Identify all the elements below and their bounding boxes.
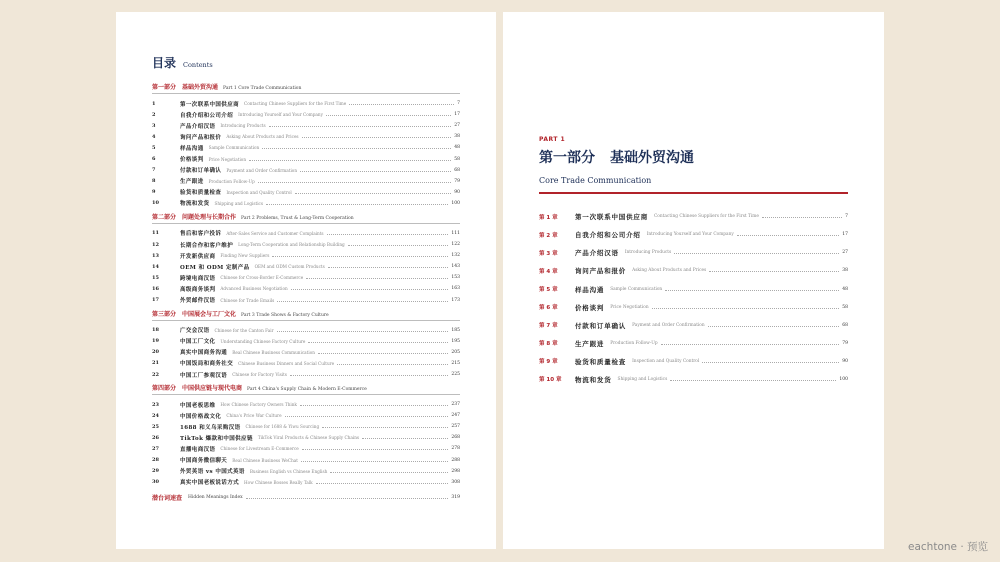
chapter-number: 13 [152, 252, 159, 259]
chapter-number: 27 [152, 445, 159, 452]
dot-leader [262, 148, 451, 149]
part-chapter-row[interactable] [539, 226, 848, 244]
chapter-title: 真实中国老板说话方式 [180, 480, 240, 487]
chapter-title-en: Advanced Business Negotiation [220, 286, 288, 292]
dot-leader [762, 217, 842, 218]
chapter-page: 173 [451, 297, 460, 303]
chapter-title-en: Asking About Products and Prices [632, 268, 707, 274]
part-heading-title-en: Part 3 Trade Shows & Factory Culture [241, 312, 329, 318]
chapter-title: 长期合作和客户维护 [180, 242, 234, 249]
chapter-title: 物流和发货 [575, 375, 612, 384]
part-chapter-row[interactable] [539, 334, 848, 352]
chapter-title: 验货和质量检查 [180, 190, 222, 197]
chapter-number: 26 [152, 434, 159, 441]
dot-leader [302, 449, 449, 450]
chapter-title: 价格谈判 [575, 303, 605, 312]
chapter-title-en: Chinese for the Canton Fair [214, 327, 274, 333]
chapter-page: 185 [451, 327, 460, 333]
part-spacer [152, 488, 460, 491]
chapter-number: 5 [152, 144, 156, 151]
toc-list [152, 82, 460, 491]
chapter-title: 1688 和义乌采购汉语 [180, 424, 241, 431]
chapter-page: 257 [451, 424, 460, 430]
toc-chapter-row[interactable] [152, 261, 460, 272]
chapter-title: 付款和订单确认 [180, 168, 222, 175]
chapter-title: 询问产品和报价 [180, 134, 222, 141]
part-heading-title-en: Part 2 Problems, Trust & Long-Term Cooperation [241, 215, 354, 221]
toc-chapter-row[interactable] [152, 228, 460, 239]
dot-leader [670, 380, 836, 381]
toc-page [116, 12, 496, 549]
chapter-tag: 第 1 章 [539, 214, 558, 221]
chapter-title: 自我介绍和公司介绍 [575, 231, 641, 240]
chapter-page: 298 [451, 468, 460, 474]
dot-leader [306, 278, 448, 279]
dot-leader [246, 498, 449, 499]
chapter-number: 7 [152, 167, 156, 174]
chapter-tag: 第 5 章 [539, 287, 558, 294]
chapter-title-en: Price Negotiation [208, 156, 247, 162]
watermark: eachtone · 预览 [908, 541, 988, 553]
dot-leader [269, 126, 452, 127]
chapter-title-en: Real Chinese Business Communication [232, 349, 315, 355]
toc-chapter-row[interactable] [152, 369, 460, 380]
chapter-number: 23 [152, 401, 159, 408]
dot-leader [277, 331, 449, 332]
toc-chapter-row[interactable] [152, 399, 460, 410]
chapter-title: 询问产品和报价 [575, 267, 627, 276]
index-title-en: Hidden Meanings Index [188, 495, 243, 501]
toc-chapter-row[interactable] [152, 336, 460, 347]
toc-chapter-row[interactable] [152, 432, 460, 443]
chapter-title: 物流和发货 [180, 201, 210, 208]
chapter-number: 12 [152, 241, 159, 248]
part-chapter-row[interactable] [539, 262, 848, 280]
chapter-number: 10 [152, 200, 159, 207]
chapter-number: 28 [152, 457, 159, 464]
part-chapter-row[interactable] [539, 298, 848, 316]
chapter-title-en: Introducing Products [624, 250, 672, 256]
chapter-page: 58 [454, 156, 460, 162]
chapter-title: OEM 和 ODM 定制产品 [180, 264, 250, 271]
chapter-page: 111 [451, 230, 460, 236]
part-chapter-row[interactable] [539, 208, 848, 226]
chapter-title-en: TikTok Viral Products & Chinese Supply Chains [257, 435, 360, 441]
dot-leader [661, 344, 840, 345]
chapter-page: 90 [454, 189, 460, 195]
toc-heading [152, 54, 460, 71]
dot-leader [272, 256, 448, 257]
chapter-title: 高级商务谈判 [180, 286, 216, 293]
part-heading-title: 第二部分 问题处理与长期合作 [152, 213, 237, 221]
chapter-page: 48 [842, 286, 848, 292]
chapter-title: 中国饭局和商务社交 [180, 361, 234, 368]
chapter-page: 17 [454, 112, 460, 118]
chapter-title-en: China's Price War Culture [226, 413, 282, 419]
dot-leader [737, 235, 839, 236]
dot-leader [327, 234, 449, 235]
toc-chapter-row[interactable] [152, 295, 460, 306]
part-rule [539, 192, 848, 194]
chapter-title: 样品沟通 [180, 145, 204, 152]
dot-leader [316, 483, 449, 484]
dot-leader [674, 253, 839, 254]
toc-chapter-row[interactable] [152, 239, 460, 250]
toc-chapter-row[interactable] [152, 165, 460, 176]
dot-leader [249, 160, 451, 161]
part-heading-title: 第四部分 中国供应链与现代电商 [152, 385, 243, 393]
chapter-tag: 第 6 章 [539, 305, 558, 312]
chapter-number: 11 [152, 230, 159, 237]
part-heading-title: 第三部分 中国展会与工厂文化 [152, 310, 237, 318]
chapter-page: 79 [454, 178, 460, 184]
dot-leader [322, 427, 448, 428]
part-kicker: PART 1 [539, 136, 566, 143]
part-title-number: 第一部分 [539, 150, 595, 166]
dot-leader [702, 362, 839, 363]
chapter-page: 308 [451, 479, 460, 485]
toc-chapter-row[interactable] [152, 477, 460, 488]
toc-chapter-row[interactable] [152, 98, 460, 109]
chapter-title: 直播电商汉语 [180, 446, 216, 453]
chapter-title-en: Long-Term Cooperation and Relationship Building [238, 242, 345, 248]
chapter-title-en: Chinese Business Dinners and Social Culture [238, 360, 335, 366]
toc-chapter-row[interactable] [152, 198, 460, 209]
chapter-number: 14 [152, 263, 159, 270]
toc-chapter-row[interactable] [152, 325, 460, 336]
chapter-title: TikTok 爆款和中国供应链 [180, 435, 253, 442]
chapter-title-en: Price Negotiation [610, 304, 649, 310]
chapter-page: 205 [451, 349, 460, 355]
part-chapter-row[interactable] [539, 370, 848, 388]
chapter-number: 4 [152, 133, 156, 140]
chapter-number: 21 [152, 360, 159, 367]
part-heading [152, 212, 460, 224]
chapter-page: 7 [845, 214, 848, 220]
chapter-title-en: How Chinese Bosses Really Talk [244, 479, 313, 485]
toc-chapter-row[interactable] [152, 187, 460, 198]
toc-index-row[interactable] [152, 492, 460, 504]
dot-leader [302, 137, 452, 138]
chapter-tag: 第 7 章 [539, 323, 558, 330]
chapter-page: 27 [454, 123, 460, 129]
chapter-number: 19 [152, 338, 159, 345]
chapter-title-en: Finding New Suppliers [220, 253, 270, 259]
dot-leader [348, 245, 449, 246]
chapter-title: 第一次联系中国供应商 [180, 101, 240, 108]
chapter-title: 产品介绍汉语 [575, 249, 619, 258]
chapter-title-en: Chinese for 1688 & Yiwu Sourcing [245, 424, 320, 430]
chapter-title-en: Production Follow-Up [208, 178, 255, 184]
dot-leader [328, 267, 449, 268]
part-title-name: 基础外贸沟通 [610, 150, 694, 166]
chapter-page: 163 [451, 286, 460, 292]
chapter-title-en: Chinese for Factory Visits [232, 372, 287, 378]
chapter-title-en: Shipping and Logistics [617, 376, 668, 382]
chapter-page: 68 [842, 322, 848, 328]
dot-leader [300, 171, 451, 172]
chapter-tag: 第 4 章 [539, 268, 558, 275]
chapter-page: 225 [451, 372, 460, 378]
chapter-title-en: Real Chinese Business WeChat [232, 457, 298, 463]
chapter-page: 143 [451, 264, 460, 270]
chapter-number: 2 [152, 111, 156, 118]
chapter-title: 外贸英语 vs 中国式英语 [180, 469, 245, 476]
chapter-page: 247 [451, 413, 460, 419]
dot-leader [337, 364, 448, 365]
chapter-title-en: Inspection and Quality Control [226, 189, 292, 195]
chapter-title: 中国老板思维 [180, 402, 216, 409]
chapter-title: 中国商务微信聊天 [180, 458, 228, 465]
chapter-title: 售后和客户投诉 [180, 231, 222, 238]
part-chapter-row[interactable] [539, 280, 848, 298]
toc-chapter-row[interactable] [152, 250, 460, 261]
part-subtitle: Core Trade Communication [539, 176, 652, 185]
chapter-title: 付款和订单确认 [575, 321, 627, 330]
chapter-page: 195 [451, 338, 460, 344]
chapter-page: 268 [451, 435, 460, 441]
chapter-page: 278 [451, 446, 460, 452]
chapter-number: 20 [152, 349, 159, 356]
part-heading-title: 第一部分 基础外贸沟通 [152, 84, 219, 91]
chapter-title: 第一次联系中国供应商 [575, 213, 648, 222]
chapter-title-en: Production Follow-Up [610, 340, 658, 346]
part-heading [152, 383, 460, 395]
chapter-number: 3 [152, 122, 156, 129]
chapter-title: 样品沟通 [575, 285, 605, 294]
dot-leader [708, 326, 840, 327]
chapter-page: 215 [451, 360, 460, 366]
chapter-page: 132 [451, 253, 460, 259]
part-chapter-row[interactable] [539, 244, 848, 262]
chapter-title-en: Introducing Yourself and Your Company [238, 112, 323, 118]
chapter-number: 16 [152, 285, 159, 292]
dot-leader [290, 375, 448, 376]
toc-chapter-row[interactable] [152, 358, 460, 369]
dot-leader [318, 353, 448, 354]
chapter-title-en: Introducing Products [220, 123, 266, 129]
chapter-page: 288 [451, 457, 460, 463]
chapter-title: 价格谈判 [180, 157, 204, 164]
chapter-number: 22 [152, 371, 159, 378]
dot-leader [326, 115, 451, 116]
chapter-number: 24 [152, 412, 159, 419]
chapter-title: 开发新供应商 [180, 253, 216, 260]
chapter-number: 9 [152, 189, 156, 196]
chapter-title: 广交会汉语 [180, 328, 210, 335]
chapter-title: 生产跟进 [180, 179, 204, 186]
part-chapter-row[interactable] [539, 352, 848, 370]
chapter-tag: 第 2 章 [539, 232, 558, 239]
chapter-number: 17 [152, 297, 159, 304]
dot-leader [709, 271, 839, 272]
chapter-title: 中国工厂文化 [180, 339, 216, 346]
part-heading [152, 82, 460, 94]
chapter-title: 真实中国商务沟通 [180, 350, 228, 357]
index-title: 潜台词速查 [152, 495, 183, 503]
toc-chapter-row[interactable] [152, 272, 460, 283]
chapter-title: 中国价格战文化 [180, 413, 222, 420]
toc-chapter-row[interactable] [152, 176, 460, 187]
part-heading-title-en: Part 1 Core Trade Communication [223, 86, 302, 91]
toc-chapter-row[interactable] [152, 120, 460, 131]
toc-chapter-row[interactable] [152, 109, 460, 120]
chapter-page: 7 [457, 101, 460, 107]
chapter-number: 1 [152, 100, 156, 107]
chapter-title: 跨境电商汉语 [180, 275, 216, 282]
chapter-page: 153 [451, 275, 460, 281]
dot-leader [285, 416, 449, 417]
chapter-title-en: Contacting Chinese Suppliers for the First Time [654, 214, 759, 220]
chapter-title-en: After-Sales Service and Customer Complaints [226, 230, 324, 236]
dot-leader [266, 204, 448, 205]
toc-chapter-row[interactable] [152, 131, 460, 142]
chapter-tag: 第 9 章 [539, 359, 558, 366]
chapter-page: 79 [842, 340, 848, 346]
chapter-title-en: Chinese for Livestream E-Commerce [220, 446, 299, 452]
toc-chapter-row[interactable] [152, 283, 460, 294]
chapter-page: 38 [842, 268, 848, 274]
chapter-title-en: Chinese for Cross-Border E-Commerce [220, 275, 304, 281]
chapter-title: 自我介绍和公司介绍 [180, 112, 234, 119]
toc-chapter-row[interactable] [152, 142, 460, 153]
chapter-page: 100 [451, 200, 460, 206]
dot-leader [330, 472, 448, 473]
toc-title: 目录 [152, 56, 177, 70]
chapter-number: 8 [152, 178, 156, 185]
chapter-tag: 第 8 章 [539, 341, 558, 348]
chapter-title: 产品介绍汉语 [180, 123, 216, 130]
chapter-title-en: How Chinese Factory Owners Think [220, 402, 297, 408]
chapter-title-en: Inspection and Quality Control [632, 358, 700, 364]
chapter-title: 外贸邮件汉语 [180, 298, 216, 305]
chapter-title-en: Sample Communication [610, 286, 663, 292]
chapter-title-en: Asking About Products and Prices [226, 134, 299, 140]
chapter-title-en: Contacting Chinese Suppliers for the First Time [244, 101, 347, 107]
chapter-page: 237 [451, 402, 460, 408]
chapter-title-en: Sample Communication [208, 145, 260, 151]
chapter-page: 48 [454, 145, 460, 151]
dot-leader [300, 405, 448, 406]
chapter-page: 68 [454, 167, 460, 173]
dot-leader [301, 461, 448, 462]
chapter-tag: 第 10 章 [539, 377, 562, 384]
dot-leader [258, 182, 451, 183]
toc-chapter-row[interactable] [152, 466, 460, 477]
chapter-title-en: OEM and ODM Custom Products [254, 264, 325, 270]
part-heading [152, 309, 460, 321]
dot-leader [362, 438, 448, 439]
chapter-title: 验货和质量检查 [575, 357, 627, 366]
chapter-page: 58 [842, 304, 848, 310]
part-opener-page [503, 12, 884, 549]
chapter-page: 17 [842, 232, 848, 238]
dot-leader [308, 342, 448, 343]
chapter-number: 30 [152, 479, 159, 486]
toc-chapter-row[interactable] [152, 443, 460, 454]
chapter-page: 90 [842, 358, 848, 364]
dot-leader [349, 104, 454, 105]
chapter-number: 18 [152, 327, 159, 334]
dot-leader [652, 308, 840, 309]
part-heading-title-en: Part 4 China's Supply Chain & Modern E-Commerce [247, 387, 367, 393]
dot-leader [277, 301, 448, 302]
toc-chapter-row[interactable] [152, 421, 460, 432]
chapter-title-en: Payment and Order Confirmation [226, 167, 298, 173]
toc-chapter-row[interactable] [152, 455, 460, 466]
chapter-page: 38 [454, 134, 460, 140]
chapter-tag: 第 3 章 [539, 250, 558, 257]
chapter-title: 生产跟进 [575, 339, 605, 348]
chapter-number: 25 [152, 423, 159, 430]
chapter-number: 6 [152, 156, 156, 163]
toc-chapter-row[interactable] [152, 153, 460, 164]
chapter-page: 122 [451, 242, 460, 248]
dot-leader [291, 289, 449, 290]
chapter-title-en: Payment and Order Confirmation [632, 322, 705, 328]
toc-title-en: Contents [183, 61, 213, 69]
chapter-list [539, 208, 848, 389]
dot-leader [295, 193, 452, 194]
chapter-title-en: Introducing Yourself and Your Company [646, 232, 734, 238]
chapter-title-en: Chinese for Trade Emails [220, 297, 275, 303]
chapter-title-en: Business English vs Chinese English [249, 468, 328, 474]
chapter-title-en: Shipping and Logistics [214, 200, 264, 206]
part-chapter-row[interactable] [539, 316, 848, 334]
chapter-title-en: Understanding Chinese Factory Culture [220, 338, 306, 344]
chapter-number: 15 [152, 274, 159, 281]
chapter-title: 中国工厂参观汉语 [180, 372, 228, 379]
dot-leader [665, 290, 839, 291]
chapter-number: 29 [152, 468, 159, 475]
chapter-page: 100 [839, 376, 848, 382]
toc-chapter-row[interactable] [152, 347, 460, 358]
chapter-page: 27 [842, 250, 848, 256]
toc-chapter-row[interactable] [152, 410, 460, 421]
part-title [539, 147, 848, 167]
index-page: 319 [451, 495, 460, 501]
